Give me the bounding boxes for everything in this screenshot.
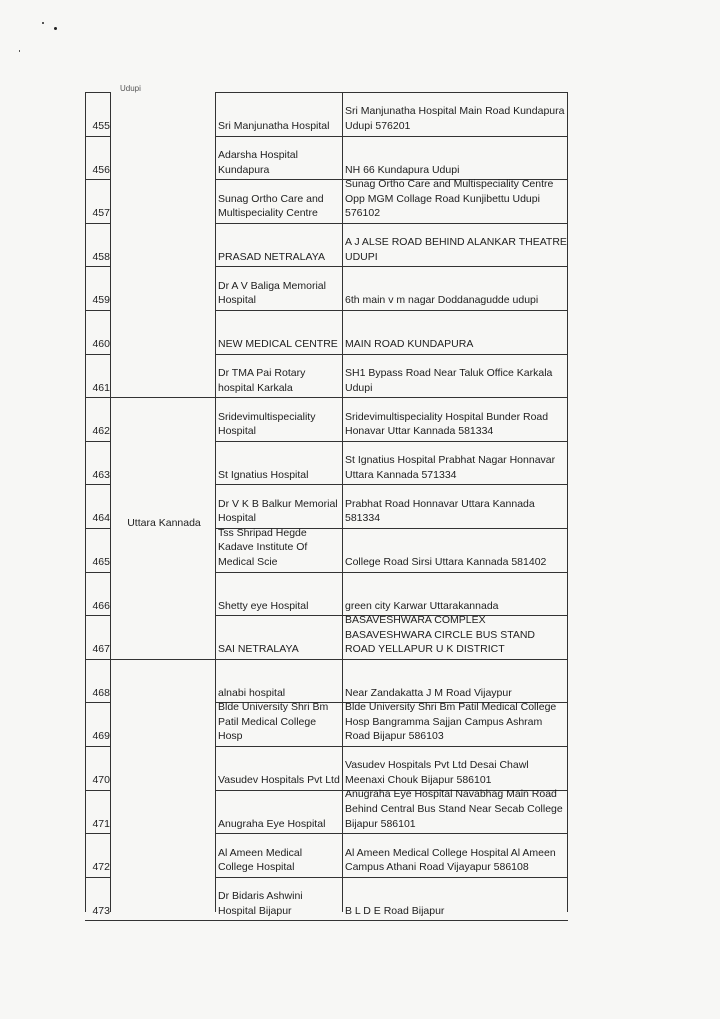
row-number: 458 (92, 250, 110, 263)
row-separator (215, 266, 568, 267)
row-separator (85, 310, 110, 311)
row-separator (85, 615, 110, 616)
row-number: 461 (92, 381, 110, 394)
hospital-name: Dr TMA Pai Rotary hospital Karkala (218, 367, 306, 394)
row-separator (215, 441, 568, 442)
row-separator (85, 572, 110, 573)
row-number: 459 (92, 294, 110, 307)
row-number: 463 (92, 468, 110, 481)
row-separator (85, 354, 110, 355)
row-separator (215, 877, 568, 878)
hospital-address: Prabhat Road Honnavar Uttara Kannada 581334 (345, 497, 535, 525)
row-separator (85, 266, 110, 267)
hospital-name: Sridevimultispeciality Hospital (218, 410, 316, 438)
hospital-list-table (85, 84, 568, 917)
hospital-address: St Ignatius Hospital Prabhat Nagar Honnavar Uttara Kannada 571334 (345, 454, 556, 481)
row-separator (215, 310, 568, 311)
hospital-name: Sri Manjunatha Hospital (218, 120, 330, 133)
row-number: 455 (92, 120, 110, 133)
column-divider (110, 92, 111, 912)
hospital-address: B L D E Road Bijapur (345, 904, 445, 917)
row-number: 466 (92, 599, 110, 612)
hospital-address: Anugraha Eye Hospital Navabhag Main Road Behind Central Bus Stand Near Secab College Bijapur 586101 (345, 788, 563, 830)
row-separator (85, 746, 110, 747)
row-number: 469 (92, 730, 110, 743)
row-number: 456 (92, 163, 110, 176)
hospital-address: Vasudev Hospitals Pvt Ltd Desai Chawl Meenaxi Chouk Bijapur 586101 (345, 759, 529, 787)
hospital-name: Dr V K B Balkur Memorial Hospital (218, 497, 338, 525)
row-separator (215, 833, 568, 834)
hospital-address: green city Karwar Uttarakannada (345, 599, 499, 612)
row-separator (85, 441, 110, 442)
row-separator (85, 833, 110, 834)
row-number: 473 (92, 904, 110, 917)
hospital-name: PRASAD NETRALAYA (218, 250, 325, 263)
row-separator (215, 354, 568, 355)
row-number: 460 (92, 338, 110, 351)
hospital-address: MAIN ROAD KUNDAPURA (345, 338, 474, 351)
row-separator (85, 528, 110, 529)
row-number: 465 (92, 556, 110, 569)
column-divider (215, 92, 216, 912)
row-separator (85, 790, 110, 791)
hospital-address: Near Zandakatta J M Road Vijaypur (345, 686, 512, 699)
row-separator (85, 223, 110, 224)
row-number: 471 (92, 817, 110, 830)
row-separator (215, 484, 568, 485)
hospital-name: NEW MEDICAL CENTRE (218, 338, 338, 351)
district-label-uttara-kannada: Uttara Kannada (127, 517, 201, 529)
hospital-address: SH1 Bypass Road Near Taluk Office Karkala Udupi (345, 367, 553, 394)
hospital-name: Dr A V Baliga Memorial Hospital (218, 279, 326, 307)
row-number: 457 (92, 207, 110, 220)
row-separator (215, 572, 568, 573)
row-separator (85, 92, 110, 93)
hospital-address: BASAVESHWARA COMPLEX BASAVESHWARA CIRCLE BUS STAND ROAD YELLAPUR U K DISTRICT (345, 614, 536, 656)
hospital-name: Blde University Shri Bm Patil Medical College Hosp (218, 701, 329, 743)
hospital-name: Tss Shripad Hegde Kadave Institute Of Medical Scie (218, 526, 308, 569)
hospital-name: Vasudev Hospitals Pvt Ltd (218, 774, 340, 787)
row-number: 468 (92, 686, 110, 699)
row-separator (215, 92, 568, 93)
row-separator (85, 659, 568, 660)
hospital-address: A J ALSE ROAD BEHIND ALANKAR THEATRE UDUPI (345, 236, 567, 263)
row-separator (85, 702, 110, 703)
hospital-name: St Ignatius Hospital (218, 468, 309, 481)
hospital-address: College Road Sirsi Uttara Kannada 581402 (345, 556, 547, 569)
hospital-name: Shetty eye Hospital (218, 599, 309, 612)
row-separator (85, 484, 110, 485)
row-separator (215, 136, 568, 137)
hospital-name: Adarsha Hospital Kundapura (218, 149, 298, 176)
hospital-address: Sridevimultispeciality Hospital Bunder Road Honavar Uttar Kannada 581334 (345, 410, 549, 438)
hospital-address: Blde University Shri Bm Patil Medical College Hosp Bangramma Sajjan Campus Ashram Road Bijapur 586103 (345, 701, 557, 743)
hospital-name: SAI NETRALAYA (218, 643, 299, 656)
hospital-name: alnabi hospital (218, 686, 286, 699)
hospital-address: Al Ameen Medical College Hospital Al Ameen Campus Athani Road Vijayapur 586108 (345, 846, 556, 874)
row-number: 467 (92, 643, 110, 656)
hospital-name: Dr Bidaris Ashwini Hospital Bijapur (218, 890, 303, 917)
row-number: 462 (92, 425, 110, 438)
hospital-name: Al Ameen Medical College Hospital (218, 846, 303, 874)
row-separator (85, 920, 568, 921)
row-separator (85, 136, 110, 137)
row-separator (85, 179, 110, 180)
hospital-address: Sri Manjunatha Hospital Main Road Kundapura Udupi 576201 (345, 105, 565, 133)
row-number: 464 (92, 512, 110, 525)
row-separator (215, 746, 568, 747)
row-separator (85, 397, 568, 398)
district-header-fragment: Udupi (120, 84, 141, 93)
hospital-name: Anugraha Eye Hospital (218, 817, 326, 830)
row-separator (215, 223, 568, 224)
row-number: 472 (92, 861, 110, 874)
row-separator (85, 877, 110, 878)
hospital-address: Sunag Ortho Care and Multispeciality Centre Opp MGM Collage Road Kunjibettu Udupi 576102 (345, 178, 554, 220)
column-divider (342, 92, 343, 912)
row-number: 470 (92, 774, 110, 787)
hospital-address: NH 66 Kundapura Udupi (345, 163, 460, 176)
hospital-name: Sunag Ortho Care and Multispeciality Centre (218, 192, 324, 220)
hospital-address: 6th main v m nagar Doddanagudde udupi (345, 294, 539, 307)
